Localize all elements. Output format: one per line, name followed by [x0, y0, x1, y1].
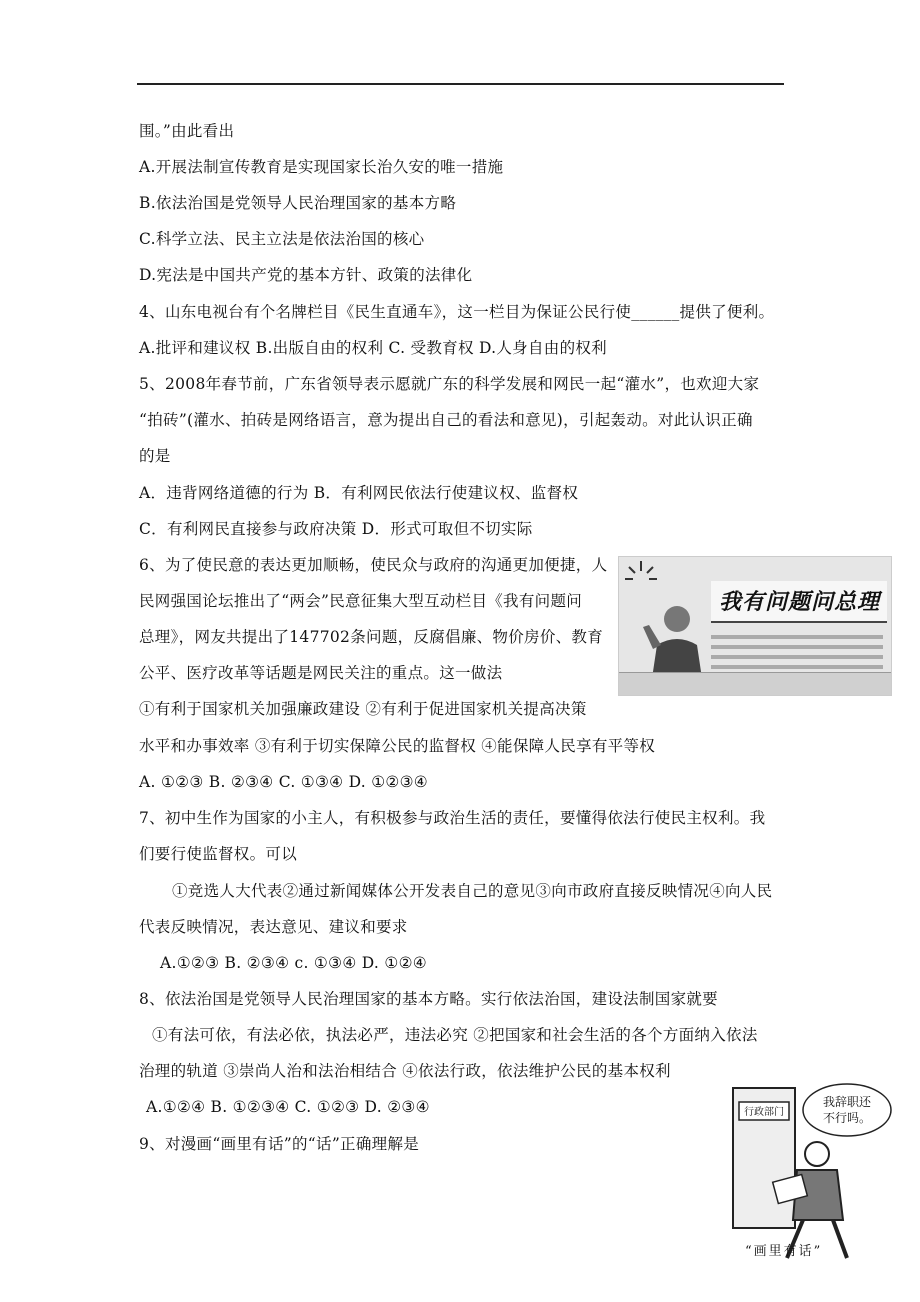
table-footer: [619, 672, 891, 695]
option-line: A.开展法制宣传教育是实现国家长治久安的唯一措施: [139, 158, 504, 176]
text-line: ①竞选人大代表②通过新闻媒体公开发表自己的意见③向市政府直接反映情况④向人民: [172, 882, 773, 900]
question-6: 6、为了使民意的表达更加顺畅，使民众与政府的沟通更加便捷，人: [139, 556, 608, 574]
option-line: A.①②④ B. ①②③④ C. ①②③ D. ②③④: [146, 1098, 430, 1116]
text-line: 水平和办事效率 ③有利于切实保障公民的监督权 ④能保障人民享有平等权: [139, 737, 656, 755]
text-line: 总理》，网友共提出了147702条问题，反腐倡廉、物价房价、教育: [139, 628, 604, 646]
banner-title: 我有问题问总理: [719, 590, 881, 615]
text-line: ①有利于国家机关加强廉政建设 ②有利于促进国家机关提高决策: [139, 700, 587, 718]
option-line: C.科学立法、民主立法是依法治国的核心: [139, 230, 425, 248]
text-line: 公平、医疗改革等话题是网民关注的重点。这一做法: [139, 664, 503, 682]
option-line: B.依法治国是党领导人民治理国家的基本方略: [139, 194, 457, 212]
question-9: 9、对漫画“画里有话”的“话”正确理解是: [139, 1135, 420, 1153]
option-line: A.批评和建议权 B.出版自由的权利 C. 受教育权 D.人身自由的权利: [139, 339, 607, 357]
header-rule: [137, 83, 784, 85]
text-line: ①有法可依，有法必依，执法必严，违法必究 ②把国家和社会生活的各个方面纳入依法: [152, 1026, 758, 1044]
forum-screenshot-image: [618, 556, 892, 696]
option-line: D.宪法是中国共产党的基本方针、政策的法律化: [139, 266, 473, 284]
text-line: 的是: [139, 447, 171, 465]
option-line: A. ①②③ B. ②③④ C. ①③④ D. ①②③④: [139, 773, 429, 791]
sparkle-icon: [621, 559, 661, 595]
text-line: “拍砖”(灌水、拍砖是网络语言，意为提出自己的看法和意见)，引起轰动。对此认识正确: [139, 411, 753, 429]
question-8: 8、依法治国是党领导人民治理国家的基本方略。实行依法治国，建设法制国家就要: [139, 990, 718, 1008]
question-4: 4、山东电视台有个名牌栏目《民生直通车》，这一栏目为保证公民行使______提供了便利。: [139, 303, 775, 321]
question-7: 7、初中生作为国家的小主人，有积极参与政治生活的责任，要懂得依法行使民主权利。我: [139, 809, 766, 827]
option-line: C．有利网民直接参与政府决策 D．形式可取但不切实际: [139, 520, 533, 538]
speech-line-1: 我辞职还: [822, 1095, 872, 1109]
cartoon-sign: 行政部门: [744, 1107, 784, 1118]
text-line: 民网强国论坛推出了“两会”民意征集大型互动栏目《我有问题问: [139, 592, 583, 610]
speech-line-2: 不行吗。: [822, 1111, 872, 1125]
cartoon-caption: “画里有话”: [745, 1244, 823, 1259]
text-line: 代表反映情况，表达意见、建议和要求: [139, 918, 408, 936]
option-line: A.①②③ B. ②③④ c. ①③④ D. ①②④: [160, 954, 427, 972]
option-line: A．违背网络道德的行为 B．有利网民依法行使建议权、监督权: [139, 484, 579, 502]
question-5: 5、2008年春节前，广东省领导表示愿就广东的科学发展和网民一起“灌水”，也欢迎大家: [139, 375, 760, 393]
text-line: 治理的轨道 ③崇尚人治和法治相结合 ④依法行政，依法维护公民的基本权利: [139, 1062, 671, 1080]
text-line: 围。”由此看出: [139, 122, 235, 140]
text-line: 们要行使监督权。可以: [139, 845, 298, 863]
